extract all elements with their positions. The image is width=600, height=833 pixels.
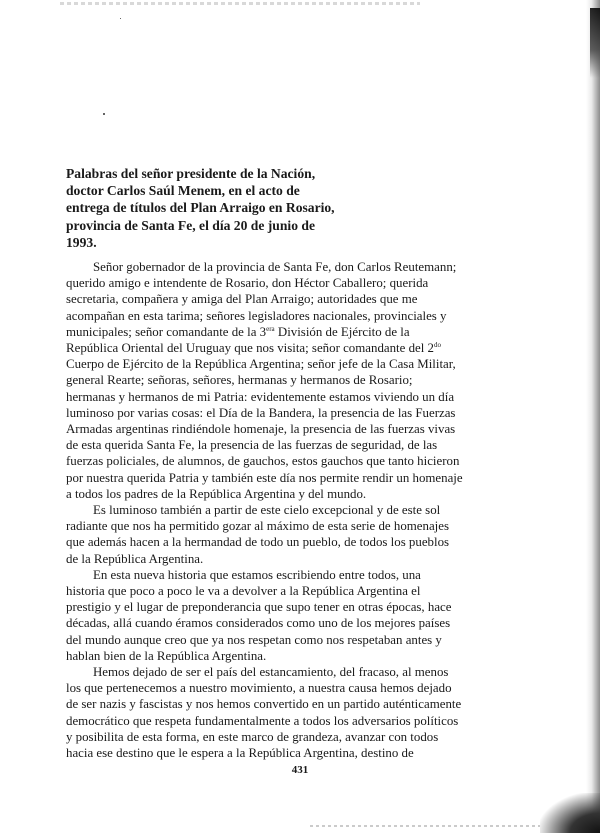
text-line: Es luminoso también a partir de este cielo excepcional y de este sol — [93, 503, 441, 518]
text-fragment: municipales; señor comandante de la 3 — [66, 324, 267, 339]
scan-speck — [120, 18, 121, 19]
text-line: general Rearte; señoras, señores, hermanas y hermanos de Rosario; — [66, 373, 413, 388]
text-line: y posibilita de esta forma, en este marco de grandeza, avanzar con todos — [66, 729, 439, 744]
text-line: Señor gobernador de la provincia de Santa Fe, don Carlos Reutemann; — [93, 260, 457, 274]
title-line: doctor Carlos Saúl Menem, en el acto de — [66, 183, 300, 199]
text-line: En esta nueva historia que estamos escribiendo entre todos, una — [93, 567, 421, 582]
scan-edge-top — [60, 2, 420, 5]
scan-mark-top-right — [590, 8, 600, 78]
text-line: por nuestra querida Patria y también este día nos permite rendir un homenaje — [66, 470, 463, 485]
text-line: democrático que respeta fundamentalmente a todos los adversarios políticos — [66, 713, 459, 728]
text-line — [66, 324, 536, 340]
paragraph-2 — [66, 502, 536, 567]
text-line — [66, 340, 536, 356]
scan-shadow-bottom-corner — [540, 793, 600, 833]
text-line: acompañan en esta tarima; señores legisladores nacionales, provinciales y — [66, 308, 447, 323]
paragraph-3 — [66, 567, 536, 664]
text-line: décadas, allá cuando éramos considerados como uno de los mejores países — [66, 616, 451, 631]
title-line: provincia de Santa Fe, el día 20 de junio de — [66, 217, 315, 233]
paragraph-4 — [66, 664, 536, 761]
text-line: que además hacen a la hermandad de todo un pueblo, de todos los pueblos — [66, 535, 450, 550]
text-line: Armadas argentinas rindiéndole homenaje, la presencia de las fuerzas vivas — [66, 422, 456, 437]
text-line: querido amigo e intendente de Rosario, don Héctor Caballero; querida — [66, 276, 429, 291]
text-line: de esta querida Santa Fe, la presencia de las fuerzas de seguridad, de las — [66, 438, 438, 453]
text-fragment: División de Ejército de la — [274, 324, 410, 339]
speech-body — [66, 259, 536, 761]
text-line: Cuerpo de Ejército de la República Argentina; señor jefe de la Casa Militar, — [66, 357, 456, 372]
text-line: los que pertenecemos a nuestro movimiento, a nuestra causa hemos dejado — [66, 681, 452, 696]
text-line: prestigio y el lugar de preponderancia que supo tener en otras épocas, hace — [66, 600, 452, 615]
text-line: del mundo aunque creo que ya nos respetan como nos respetaban antes y — [66, 632, 442, 647]
text-line: Hemos dejado de ser el país del estancamiento, del fracaso, al menos — [93, 665, 449, 680]
scan-edge-bottom — [310, 825, 540, 827]
scan-shadow-right — [586, 0, 600, 833]
ordinal-superscript: era — [266, 324, 275, 333]
speech-title — [66, 165, 366, 251]
title-line: 1993. — [66, 234, 97, 250]
text-line: hermanas y hermanos de mi Patria: evidentemente estamos viviendo un día — [66, 389, 455, 404]
title-line: Palabras del señor presidente de la Nación, — [66, 166, 316, 181]
text-fragment: República Oriental del Uruguay que nos visita; señor comandante del 2 — [66, 341, 434, 356]
text-line: radiante que nos ha permitido gozar al máximo de esta serie de homenajes — [66, 519, 449, 534]
text-line: historia que poco a poco le va a devolver a la República Argentina el — [66, 584, 421, 599]
scan-speck — [103, 113, 105, 115]
title-line: entrega de títulos del Plan Arraigo en Rosario, — [66, 200, 335, 216]
page-number: 431 — [291, 764, 309, 776]
paragraph-1 — [66, 259, 536, 502]
text-line: luminoso por varias cosas: el Día de la Bandera, la presencia de las Fuerzas — [66, 405, 456, 420]
text-line: de la República Argentina. — [66, 551, 204, 566]
text-line: secretaria, compañera y amiga del Plan Arraigo; autoridades que me — [66, 292, 418, 307]
text-line: a todos los padres de la República Argentina y del mundo. — [66, 486, 367, 501]
text-line: hacia ese destino que le espera a la República Argentina, destino de — [66, 746, 414, 761]
text-line: de ser nazis y fascistas y nos hemos convertido en un partido auténticamente — [66, 697, 462, 712]
text-line: fuerzas policiales, de alumnos, de gauchos, estos gauchos que tanto hicieron — [66, 454, 460, 469]
ordinal-superscript: do — [434, 341, 441, 350]
text-line: hablan bien de la República Argentina. — [66, 648, 267, 663]
